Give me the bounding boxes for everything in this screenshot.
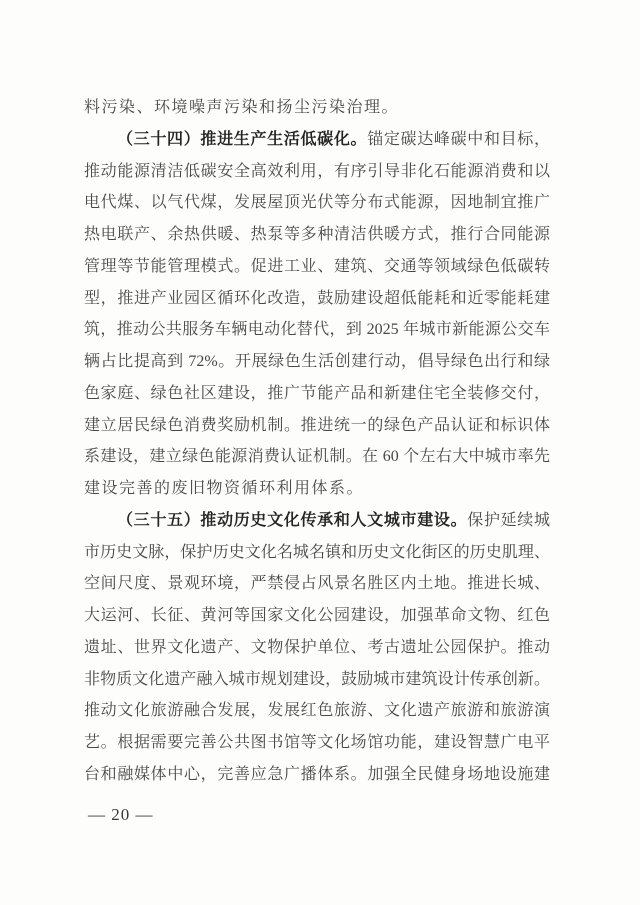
text-line [84,505,550,537]
text-line [84,92,550,124]
body-text: 空间尺度、景观环境，严禁侵占风景名胜区内土地。推进长城、 [84,575,550,593]
text-line [84,759,550,791]
body-text: 推动文化旅游融合发展，发展红色旅游、文化遗产旅游和旅游演 [84,702,550,720]
text-line [84,473,550,505]
body-text: 台和融媒体中心，完善应急广播体系。加强全民健身场地设施建 [84,765,550,783]
text-line [84,600,550,632]
body-text: 型，推进产业园区循环化改造，鼓励建设超低能耗和近零能耗建 [84,289,550,307]
text-line [84,410,550,442]
text-line [84,727,550,759]
body-text: 非物质文化遗产融入城市规划建设，鼓励城市建筑设计传承创新。 [84,670,550,688]
text-line [84,632,550,664]
body-text: 建设完善的废旧物资循环利用体系。 [84,480,365,497]
section-heading: （三十四）推进生产生活低碳化。 [117,130,368,148]
text-line [84,346,550,378]
body-text: 锚定碳达峰碳中和目标， [367,130,550,148]
text-line [84,251,550,283]
text-line [84,314,550,346]
text-line [84,441,550,473]
body-text: 艺。根据需要完善公共图书馆等文化场馆功能，建设智慧广电平 [84,734,550,751]
body-text: 建立居民绿色消费奖励机制。推进统一的绿色产品认证和标识体 [84,416,550,434]
text-line [84,124,550,156]
text-line [84,187,550,219]
text-line [84,378,550,410]
text-line [84,664,550,696]
body-text: 辆占比提高到 72%。开展绿色生活创建行动，倡导绿色出行和绿 [84,353,550,370]
body-text: 保护延续城 [467,511,550,529]
text-line [84,695,550,727]
section-heading: （三十五）推动历史文化传承和人文城市建设。 [117,511,468,529]
body-text: 大运河、长征、黄河等国家文化公园建设，加强革命文物、红色 [84,607,550,624]
text-line [84,219,550,251]
body-text: 电代煤、以气代煤，发展屋顶光伏等分布式能源，因地制宜推广 [84,194,550,212]
body-text: 热电联产、余热供暖、热泵等多种清洁供暖方式，推行合同能源 [84,226,550,243]
document-text-block [84,92,550,791]
body-text: 筑，推动公共服务车辆电动化替代，到 2025 年城市新能源公交车 [84,321,550,339]
body-text: 系建设，建立绿色能源消费认证机制。在 60 个左右大中城市率先 [84,448,550,466]
body-text: 料污染、环境噪声污染和扬尘污染治理。 [84,99,400,116]
text-line [84,537,550,569]
body-text: 市历史文脉，保护历史文化名城名镇和历史文化街区的历史肌理、 [84,543,550,561]
text-line [84,568,550,600]
text-line [84,156,550,188]
body-text: 遗址、世界文化遗产、文物保护单位、考古遗址公园保护。推动 [84,638,550,656]
body-text: 管理等节能管理模式。促进工业、建筑、交通等领域绿色低碳转 [84,257,550,275]
page-number: — 20 — [88,805,154,824]
body-text: 色家庭、绿色社区建设，推广节能产品和新建住宅全装修交付， [84,384,550,402]
body-text: 推动能源清洁低碳安全高效利用，有序引导非化石能源消费和以 [84,162,550,180]
text-line [84,283,550,315]
